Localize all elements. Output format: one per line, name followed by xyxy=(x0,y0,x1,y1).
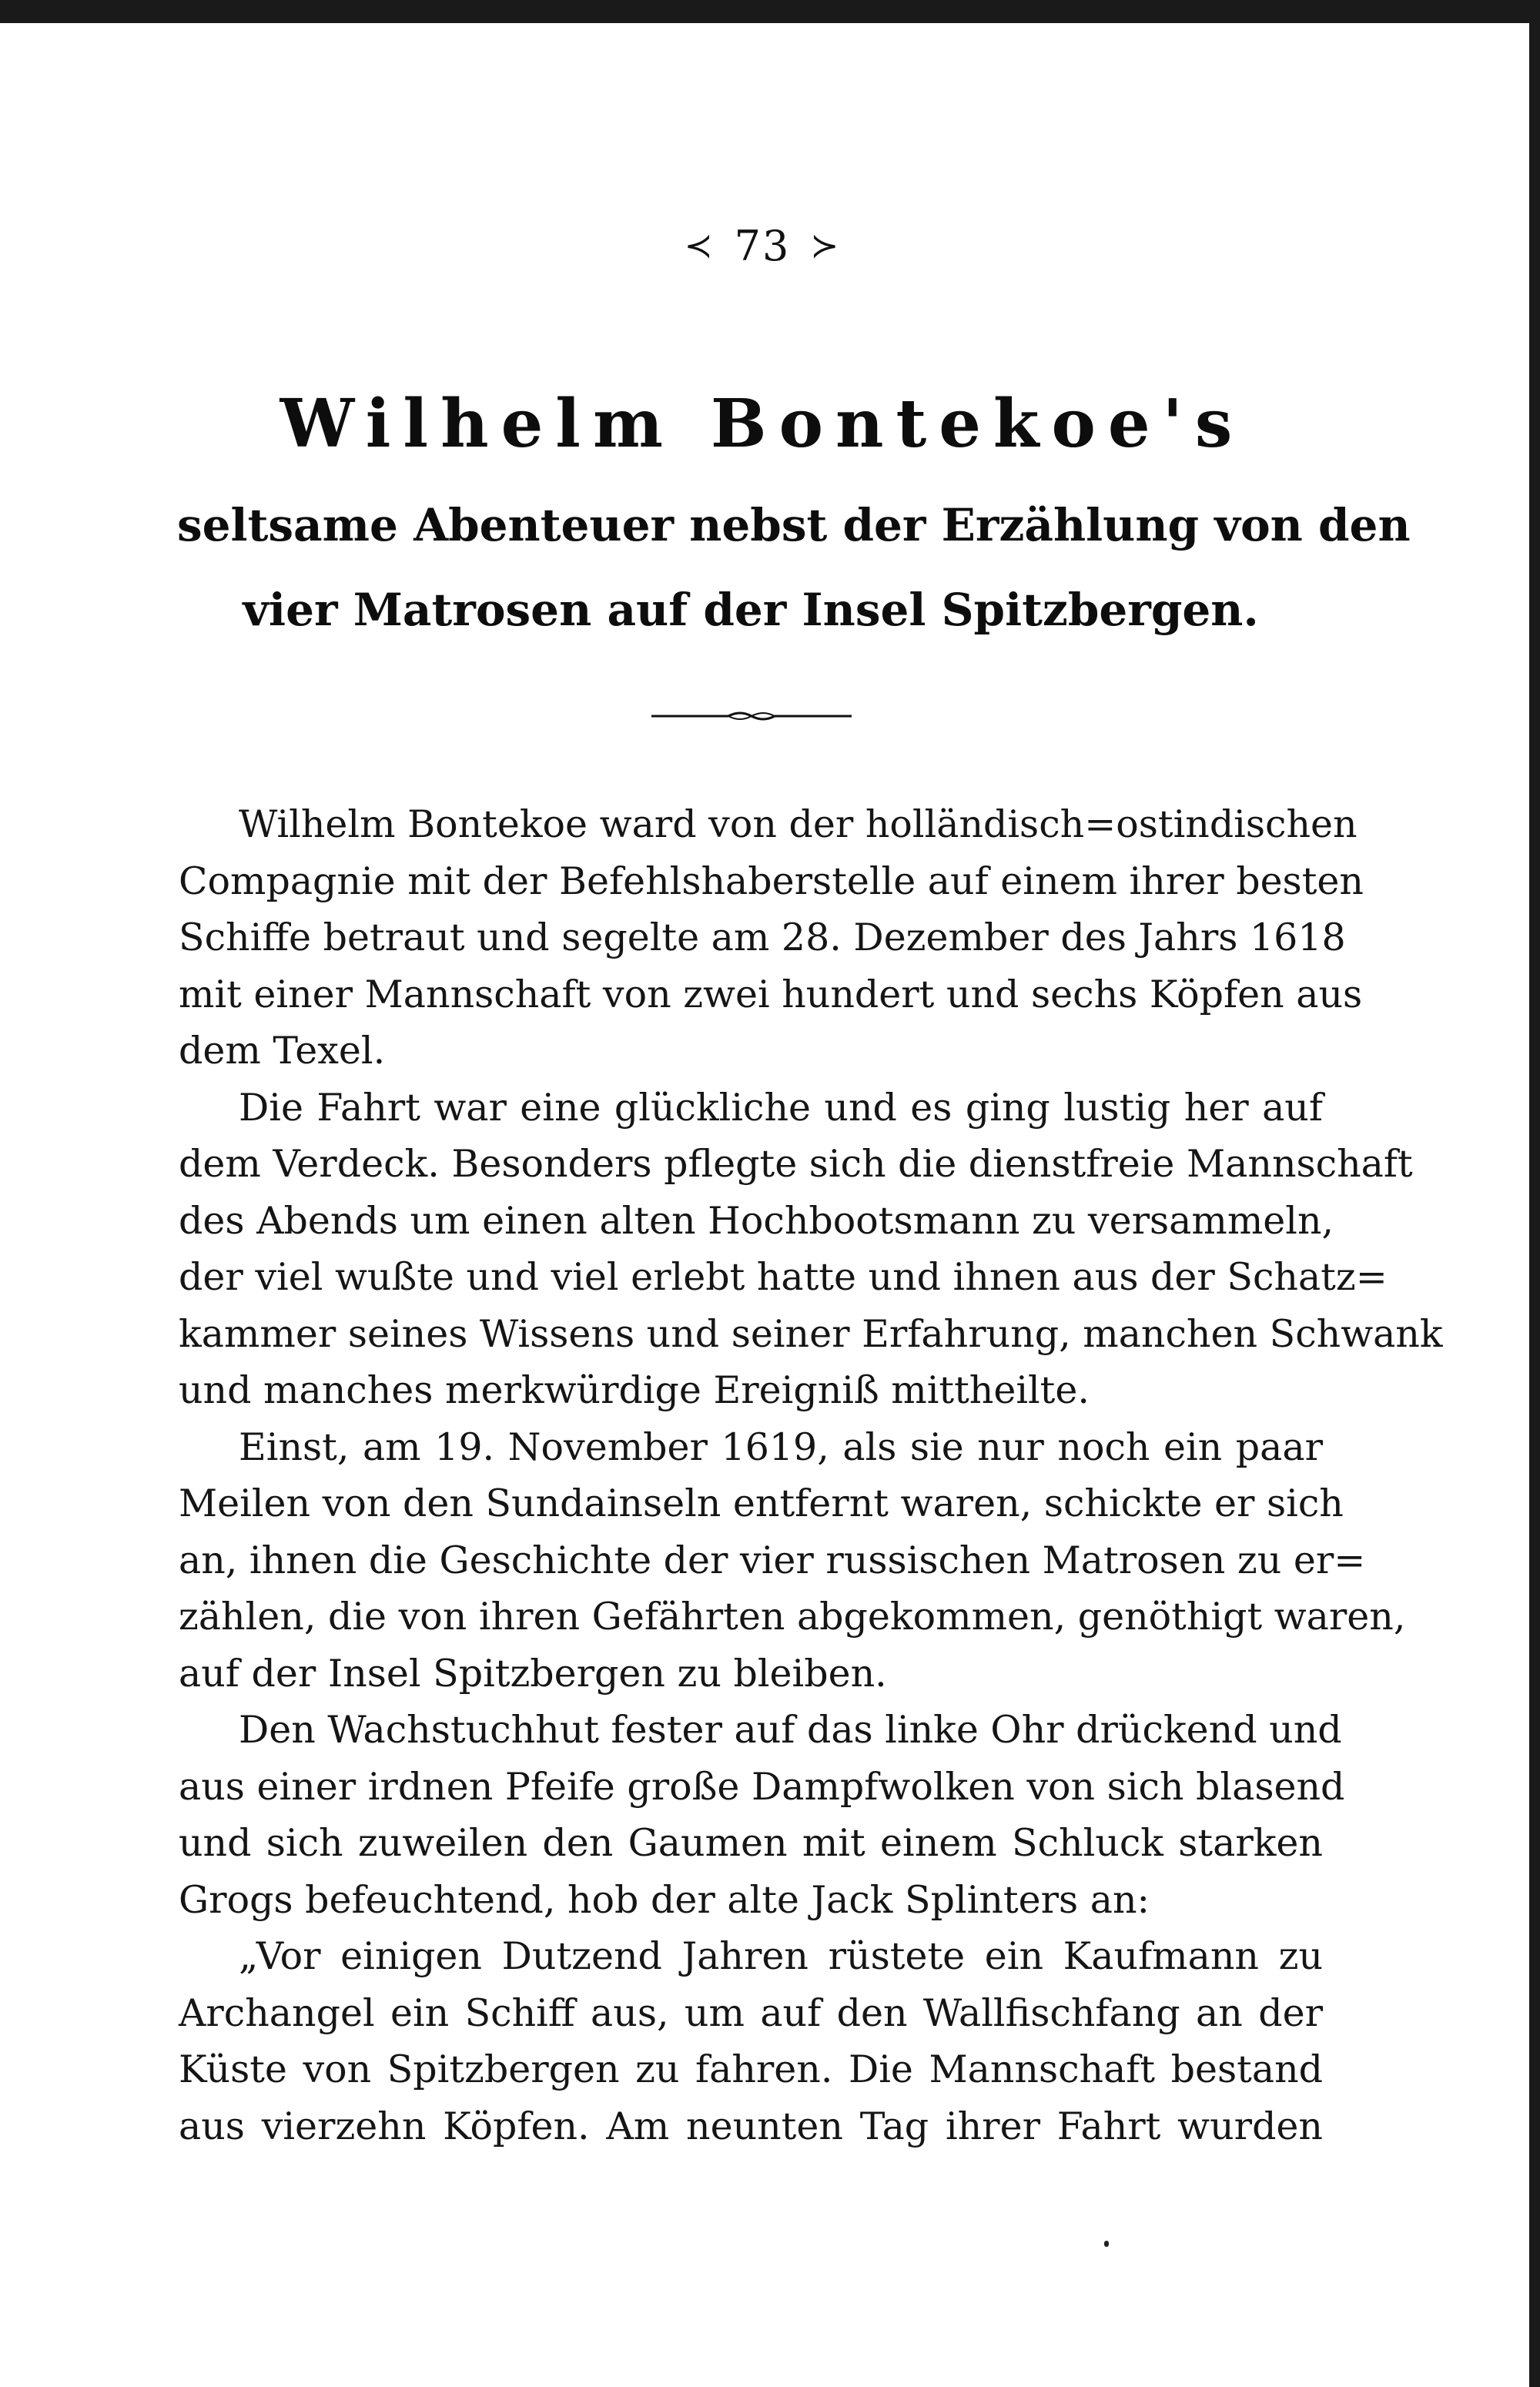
text-line: mit einer Mannschaft von zwei hundert und sechs Köpfen aus xyxy=(179,972,1363,1016)
chapter-subtitle-line-2: vier Matrosen auf der Insel Spitzbergen. xyxy=(243,584,1259,636)
ornament-right-icon: ≻ xyxy=(810,226,841,266)
text-line: Schiffe betraut und segelte am 28. Dezember des Jahrs 1618 xyxy=(179,916,1346,959)
scan-top-edge xyxy=(0,0,1540,23)
text-line: aus vierzehn Köpfen. Am neunten Tag ihrer Fahrt wurden xyxy=(179,2104,1323,2148)
text-line: des Abends um einen alten Hochbootsmann zu versammeln, xyxy=(179,1198,1334,1243)
text-line: dem Verdeck. Besonders pflegte sich die dienstfreie Mannschaft xyxy=(179,1142,1413,1186)
text-line: dem Texel. xyxy=(179,1029,386,1073)
chapter-subtitle-line-1: seltsame Abenteuer nebst der Erzählung von den xyxy=(177,499,1411,551)
scan-right-edge xyxy=(1529,0,1540,2387)
text-line: Einst, am 19. November 1619, als sie nur noch ein paar xyxy=(239,1424,1323,1469)
text-line: Archangel ein Schiff aus, um auf den Wallfischfang an der xyxy=(179,1990,1323,2035)
text-line: „Vor einigen Dutzend Jahren rüstete ein Kaufmann zu xyxy=(239,1934,1323,1978)
text-line: Wilhelm Bontekoe ward von der holländisch=ostindischen xyxy=(239,802,1358,846)
body-text xyxy=(179,796,1443,2154)
text-line: auf der Insel Spitzbergen zu bleiben. xyxy=(179,1651,887,1696)
text-line: Compagnie mit der Befehlshaberstelle auf einem ihrer besten xyxy=(179,859,1364,903)
text-line: Grogs befeuchtend, hob der alte Jack Splinters an: xyxy=(179,1877,1150,1922)
chapter-title: Wilhelm Bontekoe's xyxy=(280,385,1245,463)
book-page xyxy=(31,23,1529,2387)
divider-ornament-icon xyxy=(651,708,852,724)
text-line: kammer seines Wissens und seiner Erfahrung, manchen Schwank xyxy=(179,1311,1443,1356)
text-line: und manches merkwürdige Ereigniß mittheilte. xyxy=(179,1368,1090,1412)
text-line: aus einer irdnen Pfeife große Dampfwolken von sich blasend xyxy=(179,1764,1345,1809)
text-line: Meilen von den Sundainseln entfernt waren, schickte er sich xyxy=(179,1481,1344,1525)
text-line: Die Fahrt war eine glückliche und es ging lustig her auf xyxy=(239,1085,1323,1130)
text-line: an, ihnen die Geschichte der vier russischen Matrosen zu er= xyxy=(179,1538,1366,1582)
page-number-header xyxy=(31,222,1494,270)
page-number: 73 xyxy=(734,222,791,270)
text-line: und sich zuweilen den Gaumen mit einem Schluck starken xyxy=(179,1821,1323,1865)
text-line: der viel wußte und viel erlebt hatte und ihnen aus der Schatz= xyxy=(179,1255,1388,1299)
ink-speck xyxy=(1104,2241,1109,2247)
text-line: Küste von Spitzbergen zu fahren. Die Mannschaft bestand xyxy=(179,2047,1323,2091)
text-line: zählen, die von ihren Gefährten abgekommen, genöthigt waren, xyxy=(179,1595,1406,1639)
ornament-left-icon: ≺ xyxy=(684,226,715,266)
text-line: Den Wachstuchhut fester auf das linke Ohr drückend und xyxy=(239,1708,1342,1752)
